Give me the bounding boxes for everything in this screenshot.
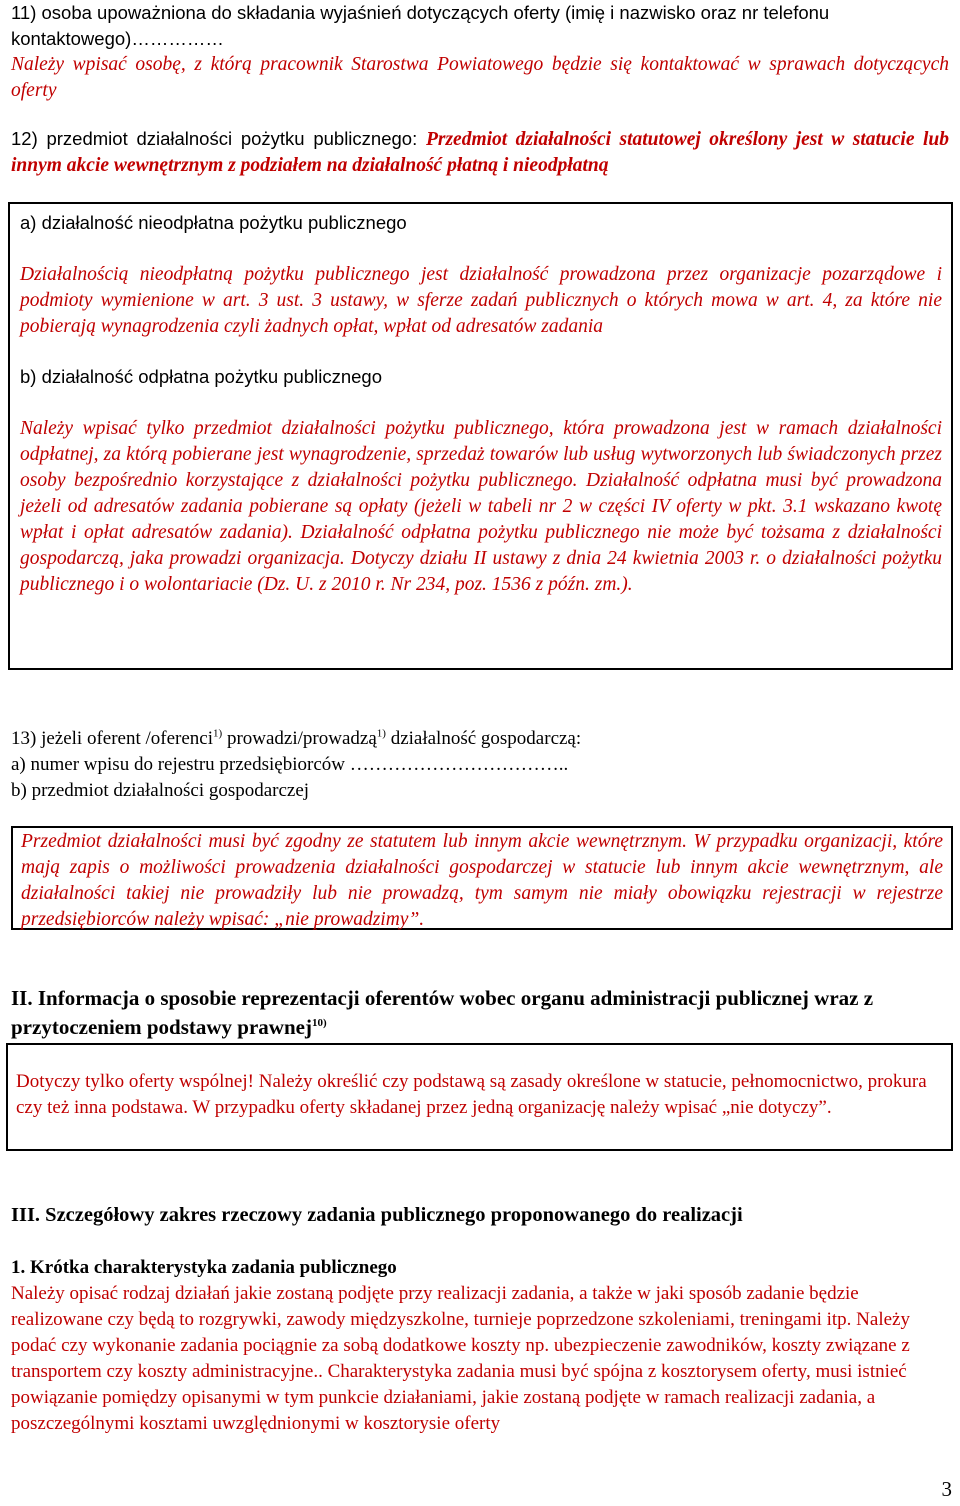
free-activity-hint: Działalnością nieodpłatną pożytku publicznego jest działalność prowadzona przez organizacje pozarządowe i podmioty wymienione w art. 3 ust. 3 ustawy, w sferze zadań publicznych o których mowa w art. 4, za które nie pobierają wynagrodzenia czyli żadnych opłat, wpłat od adresatów zadania <box>20 264 942 337</box>
item-11-hint: Należy wpisać osobę, z którą pracownik Starostwa Powiatowego będzie się kontaktować w sprawach dotyczących oferty <box>11 54 949 101</box>
representation-box <box>6 1043 953 1151</box>
item-13-label: 13) jeżeli oferent /oferenci$^{1)}$ prowadzi/prowadzą$^{1)}$ działalność gospodarczą: <box>11 727 582 749</box>
section-3 <box>11 1201 949 1229</box>
paid-activity-label: b) działalność odpłatna pożytku publicznego <box>20 366 383 387</box>
short-characteristics-hint: Należy opisać rodzaj działań jakie zostaną podjęte przy realizacji zadania, a także w jaki sposób zadanie będzie realizowane czy będą to rozgrywki, zawody międzyszkolne, turnieje poprzedzone szkoleniami, treningami itp. Należy podać czy wykonanie zadania pociągnie za sobą dodatkowe koszty np. ubezpieczenie zawodników, koszty związane z transportem czy koszty administracyjne.. Charakterystyka zadania musi być spójna z kosztorysem oferty, musi istnieć powiązanie pomiędzy opisanymi w tym punkcie działaniami, jakie zostaną podjęte w ramach realizacji zadania, a poszczególnymi kosztami uwzględnionymi w kosztorysie oferty <box>11 1283 910 1434</box>
section-3-heading: III. Szczegółowy zakres rzeczowy zadania publicznego proponowanego do realizacji <box>11 1204 743 1226</box>
item-12-label: 12) przedmiot działalności pożytku publicznego: <box>11 128 426 149</box>
section-3-sub <box>11 1255 911 1437</box>
item-11 <box>11 0 949 104</box>
item-13 <box>11 726 949 804</box>
business-subject-line: b) przedmiot działalności gospodarczej <box>11 780 310 801</box>
item-12-hint: Przedmiot działalności statutowej określony jest w statucie lub innym akcie wewnętrznym z podziałem na działalność płatną i nieodpłatną <box>11 129 949 176</box>
item-12 <box>11 126 949 179</box>
business-box <box>11 826 953 930</box>
register-number-line: a) numer wpisu do rejestru przedsiębiorców …………………………….. <box>11 754 569 775</box>
paid-activity-hint: Należy wpisać tylko przedmiot działalności pożytku publicznego, która prowadzona jest w ramach działalności odpłatnej, za którą pobierane jest wynagrodzenie, sprzedaż towarów lub usług wytworzonych lub świadczonych przez osoby bezpośrednio korzystające z działalności pożytku publicznego. Działalność odpłatna musi być prowadzona jeżeli od adresatów zadania pobierane są opłaty (jeżeli w tabeli nr 2 w części IV oferty w pkt. 3.1 wskazano kwotę wpłat i opłat adresatów zadania). Działalność odpłatna pożytku publicznego nie może być tożsama z działalności gospodarczą, jaka prowadzi organizacja. Dotyczy działu II ustawy z dnia 24 kwietnia 2003 r. o działalności pożytku publicznego i o wolontariacie (Dz. U. z 2010 r. Nr 234, poz. 1536 z późn. zm.). <box>20 418 942 595</box>
activity-box <box>8 202 953 670</box>
page-number: 3 <box>941 1477 952 1501</box>
business-hint: Przedmiot działalności musi być zgodny ze statutem lub innym akcie wewnętrznym. W przypadku organizacji, które mają zapis o możliwości prowadzenia działalności gospodarczej w statucie lub innym akcie wewnętrznym, ale działalności takiej nie prowadziły lub nie prowadzą, tym samym nie miały obowiązku rejestracji w rejestrze przedsiębiorców należy wpisać: „nie prowadzimy”. <box>21 831 943 930</box>
section-2-heading: II. Informacja o sposobie reprezentacji oferentów wobec organu administracji publicznej wraz z przytoczeniem podstawy prawnej <box>11 986 874 1039</box>
representation-hint: Dotyczy tylko oferty wspólnej! Należy określić czy podstawą są zasady określone w statucie, pełnomocnictwo, prokura czy też inna podstawa. W przypadku oferty składanej przez jedną organizację należy wpisać „nie dotyczy”. <box>16 1071 927 1118</box>
item-11-label: 11) osoba upoważniona do składania wyjaśnień dotyczących oferty (imię i nazwisko oraz nr telefonu kontaktowego)…………… <box>11 2 830 49</box>
short-characteristics-heading: 1. Krótka charakterystyka zadania publicznego <box>11 1257 397 1278</box>
section-2: II. Informacja o sposobie reprezentacji oferentów wobec organu administracji publicznej wraz z przytoczeniem podstawy prawnej$^{10)}$ <box>11 986 874 1039</box>
free-activity-label: a) działalność nieodpłatna pożytku publicznego <box>20 212 407 233</box>
